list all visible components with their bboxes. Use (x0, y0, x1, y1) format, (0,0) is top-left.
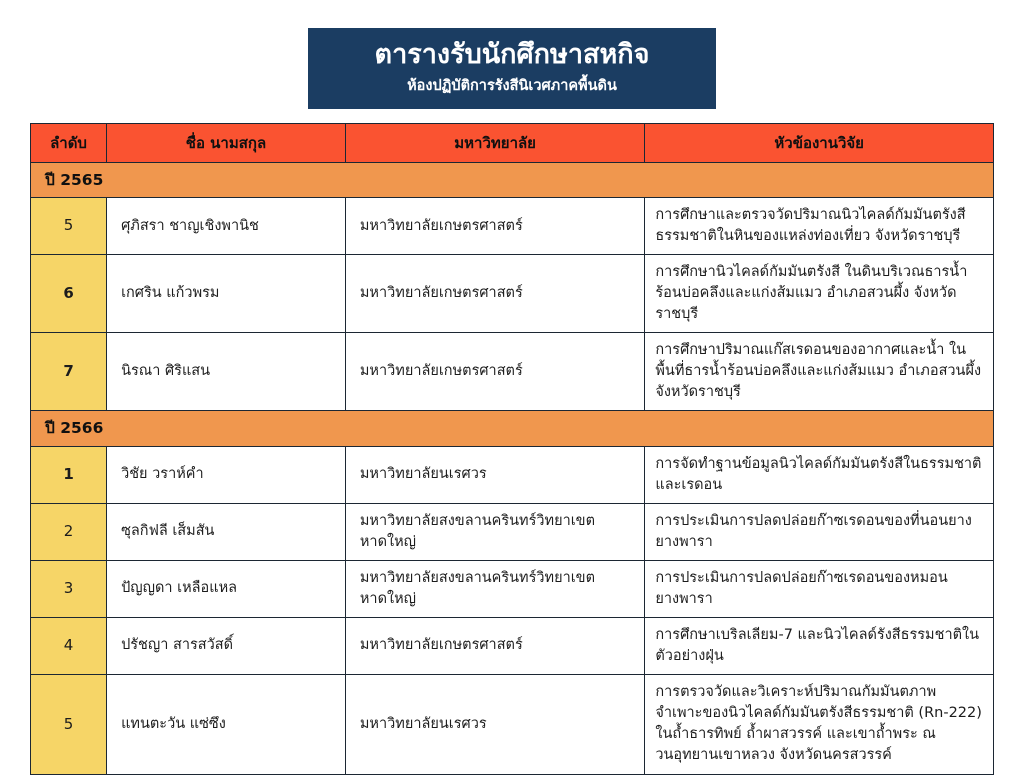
student-name-cell: ปัญญดา เหลือแหล (107, 560, 346, 617)
page-title: ตารางรับนักศึกษาสหกิจ (374, 39, 650, 70)
table-row (31, 333, 994, 411)
research-topic-cell: การจัดทำฐานข้อมูลนิวไคลด์กัมมันตรังสีในธรรมชาติ และเรดอน (645, 446, 994, 503)
research-topic-cell: การศึกษาเบริลเลียม-7 และนิวไคลด์รังสีธรรมชาติในตัวอย่างฝุ่น (645, 617, 994, 674)
column-header-topic: หัวข้องานวิจัย (645, 123, 994, 162)
year-label: ปี 2566 (31, 411, 994, 446)
table-row (31, 617, 994, 674)
research-topic-cell: การตรวจวัดและวิเคราะห์ปริมาณกัมมันตภาพจำเพาะของนิวไคลด์กัมมันตรังสีธรรมชาติ (Rn-222) ในถ้ำธารทิพย์ ถ้ำผาสวรรค์ และเขาถ้ำพระ ณ วนอุทยานเขาหลวง จังหวัดนครสวรรค์ (645, 674, 994, 774)
table-row (31, 446, 994, 503)
university-cell: มหาวิทยาลัยเกษตรศาสตร์ (345, 617, 644, 674)
research-topic-cell: การศึกษานิวไคลด์กัมมันตรังสี ในดินบริเวณธารน้ำร้อนบ่อคลึงและแก่งส้มแมว อำเภอสวนผึ้ง จังหวัดราชบุรี (645, 255, 994, 333)
column-header-no: ลำดับ (31, 123, 107, 162)
header-row (31, 123, 994, 162)
row-number-cell: 4 (31, 617, 107, 674)
table-row (31, 255, 994, 333)
university-cell: มหาวิทยาลัยสงขลานครินทร์วิทยาเขตหาดใหญ่ (345, 503, 644, 560)
student-name-cell: วิชัย วราห์คำ (107, 446, 346, 503)
row-number-cell: 3 (31, 560, 107, 617)
row-number-cell: 6 (31, 255, 107, 333)
student-name-cell: เกศริน แก้วพรม (107, 255, 346, 333)
row-number-cell: 5 (31, 198, 107, 255)
row-number-cell: 2 (31, 503, 107, 560)
students-table (30, 123, 994, 775)
student-name-cell: ศุภิสรา ชาญเชิงพานิช (107, 198, 346, 255)
table-row (31, 674, 994, 774)
research-topic-cell: การประเมินการปลดปล่อยก๊าซเรดอนของที่นอนยางยางพารา (645, 503, 994, 560)
row-number-cell: 7 (31, 333, 107, 411)
table-body (31, 162, 994, 774)
student-name-cell: ปรัชญา สารสวัสดิ์ (107, 617, 346, 674)
university-cell: มหาวิทยาลัยนเรศวร (345, 674, 644, 774)
table-row (31, 503, 994, 560)
university-cell: มหาวิทยาลัยเกษตรศาสตร์ (345, 198, 644, 255)
research-topic-cell: การศึกษาและตรวจวัดปริมาณนิวไคลด์กัมมันตรังสีธรรมชาติในหินของแหล่งท่องเที่ยว จังหวัดราชบุรี (645, 198, 994, 255)
research-topic-cell: การศึกษาปริมาณแก๊สเรดอนของอากาศและน้ำ ในพื้นที่ธารน้ำร้อนบ่อคลึงและแก่งส้มแมว อำเภอสวนผึ้ง จังหวัดราชบุรี (645, 333, 994, 411)
table-row (31, 198, 994, 255)
column-header-name: ชื่อ นามสกุล (107, 123, 346, 162)
table-row (31, 560, 994, 617)
university-cell: มหาวิทยาลัยนเรศวร (345, 446, 644, 503)
column-header-university: มหาวิทยาลัย (345, 123, 644, 162)
page-subtitle: ห้องปฏิบัติการรังสีนิเวศภาคพื้นดิน (407, 77, 617, 94)
university-cell: มหาวิทยาลัยเกษตรศาสตร์ (345, 255, 644, 333)
student-name-cell: แทนตะวัน แซ่ซึง (107, 674, 346, 774)
year-section-row (31, 162, 994, 197)
research-topic-cell: การประเมินการปลดปล่อยก๊าซเรดอนของหมอนยางพารา (645, 560, 994, 617)
university-cell: มหาวิทยาลัยเกษตรศาสตร์ (345, 333, 644, 411)
student-name-cell: ซุลกิฟลี เส็มสัน (107, 503, 346, 560)
student-name-cell: นิรณา ศิริแสน (107, 333, 346, 411)
row-number-cell: 5 (31, 674, 107, 774)
title-banner (308, 28, 716, 109)
year-label: ปี 2565 (31, 162, 994, 197)
university-cell: มหาวิทยาลัยสงขลานครินทร์วิทยาเขตหาดใหญ่ (345, 560, 644, 617)
year-section-row (31, 411, 994, 446)
row-number-cell: 1 (31, 446, 107, 503)
students-table-wrap (30, 123, 994, 775)
